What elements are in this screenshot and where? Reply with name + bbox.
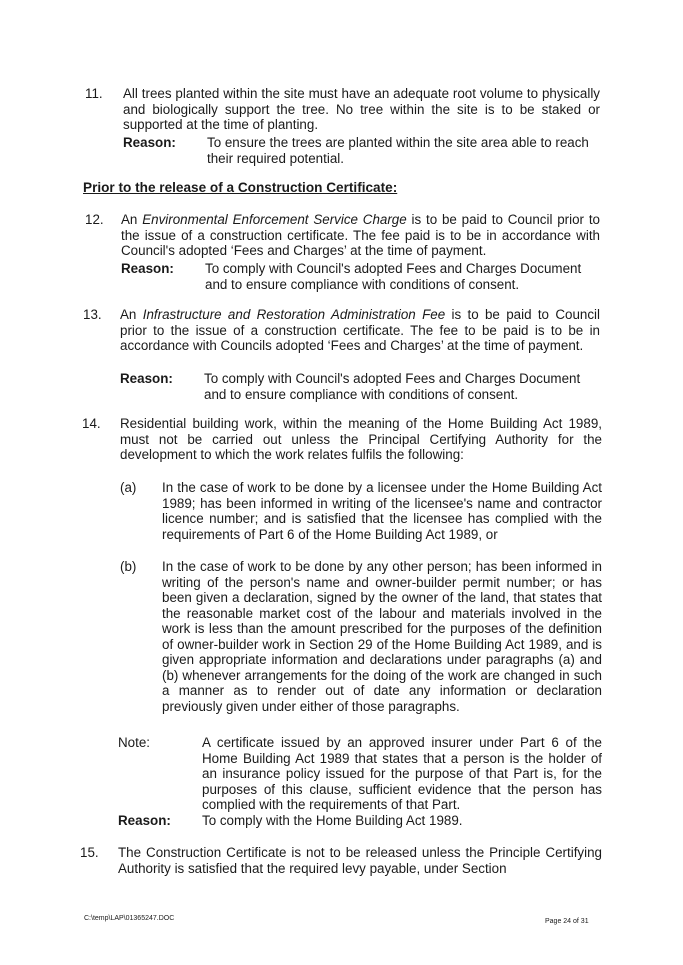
condition-13 — [83, 307, 600, 402]
condition-text: All trees planted within the site must have an adequate root volume to physically and biologically support the tree. No tree within the site is to be staked or supported at the time of planting. — [123, 86, 600, 132]
fee-name: Infrastructure and Restoration Administration Fee — [142, 307, 446, 322]
reason-text: To ensure the trees are planted within the site area able to reach their required potential. — [207, 135, 589, 166]
fee-name: Environmental Enforcement Service Charge — [142, 212, 407, 227]
condition-12 — [85, 212, 600, 292]
footer-file-path: C:\temp\LAP\01365247.DOC — [84, 915, 175, 922]
condition-number: 11. — [85, 86, 103, 101]
sub-item-label: (b) — [120, 559, 137, 574]
condition-number: 12. — [85, 212, 104, 227]
condition-number: 15. — [80, 845, 99, 860]
footer-page-number: Page 24 of 31 — [545, 918, 589, 925]
sub-item-label: (a) — [120, 480, 137, 495]
condition-14 — [82, 416, 602, 836]
condition-number: 13. — [83, 307, 102, 322]
note-label: Note: — [118, 735, 151, 750]
sub-item-text: In the case of work to be done by a licensee under the Home Building Act 1989; has been informed in writing of the licensee's name and contractor licence number; and is satisfied that the licensee has complied with the requirements of Part 6 of the Home Building Act 1989, or — [162, 480, 602, 542]
condition-text: The Construction Certificate is not to be released unless the Principle Certifying Authority is satisfied that the required levy payable, under Section — [118, 845, 602, 876]
reason-text: To comply with the Home Building Act 1989. — [202, 813, 463, 828]
condition-15 — [80, 845, 602, 879]
reason-text: To comply with Council's adopted Fees and Charges Document and to ensure compliance with conditions of consent. — [204, 371, 581, 402]
condition-text: Residential building work, within the meaning of the Home Building Act 1989, must not be carried out unless the Principal Certifying Authority for the development to which the work relates fulfils the following: — [120, 416, 602, 462]
reason-text: To comply with Council's adopted Fees and Charges Document and to ensure compliance with conditions of consent. — [205, 261, 582, 292]
sub-item-text: In the case of work to be done by any other person; has been informed in writing of the person's name and owner-builder permit number; or has been given a declaration, signed by the owner of the land, that states that the reasonable market cost of the labour and materials involved in the work is less than the amount prescribed for the purposes of the definition of owner-builder work in Section 29 of the Home Building Act 1989, and is given appropriate information and declarations under paragraphs (a) and (b) whenever arrangements for the doing of the work are changed in such a manner as to render out of date any information or declaration previously given under either of those paragraphs. — [162, 559, 602, 714]
condition-11 — [85, 86, 600, 166]
reason-label: Reason: — [121, 261, 174, 276]
section-heading: Prior to the release of a Construction Certificate: — [83, 180, 398, 195]
condition-number: 14. — [82, 416, 101, 431]
reason-label: Reason: — [120, 371, 173, 386]
reason-label: Reason: — [118, 813, 171, 828]
reason-label: Reason: — [123, 135, 176, 150]
note-text: A certificate issued by an approved insurer under Part 6 of the Home Building Act 1989 that states that a person is the holder of an insurance policy issued for the purpose of that Part is, for the purposes of this clause, sufficient evidence that the person has complied with the requirements of that Part. — [202, 735, 602, 812]
condition-text: An Environmental Enforcement Service Charge is to be paid to Council prior to the issue of a construction certificate. The fee paid is to be in accordance with Council's adopted ‘Fees and Charges’ at the time of payment. — [121, 212, 600, 258]
condition-text: An Infrastructure and Restoration Administration Fee is to be paid to Council prior to the issue of a construction certificate. The fee to be paid is to be in accordance with Councils adopted ‘Fees and Charges’ at the time of payment. — [120, 307, 600, 353]
